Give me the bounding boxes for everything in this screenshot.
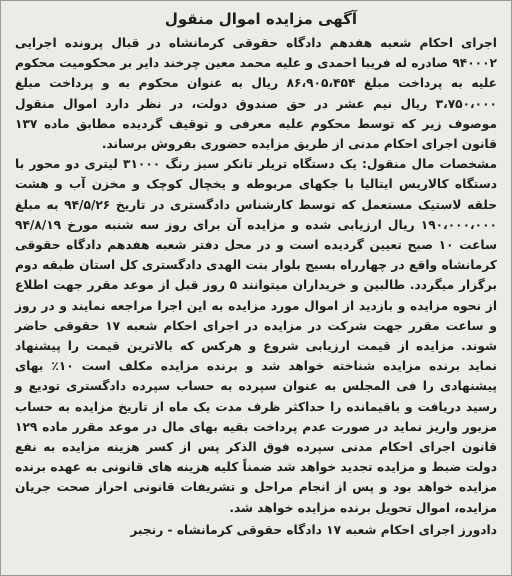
notice-paragraph-intro: اجرای احکام شعبه هفدهم دادگاه حقوقی کرمانشاه در قبال پرونده اجرایی ۹۴۰۰۰۲ صادره له فریبا احمدی و علیه محمد معین چرخند دایر بر محکومیت محکوم علیه به پرداخت مبلغ ۸۶،۹۰۵،۴۵۴ ریال به عنوان محکوم به و پرداخت مبلغ ۳،۷۵۰،۰۰۰ ریال نیم عشر در حق صندوق دولت، در نظر دارد اموال منقول موصوف زیر که توسط محکوم علیه معرفی و توقیف گردیده مطابق ماده ۱۳۷ قانون اجرای احکام مدنی از طریق مزایده حضوری بفروش برساند. (15, 36, 497, 152)
notice-title: آگهی مزایده اموال منقول (164, 10, 357, 28)
notice-signature: دادورز اجرای احکام شعبه ۱۷ دادگاه حقوقی کرمانشاه - رنجبر (130, 522, 497, 537)
notice-paragraph-details: مشخصات مال منقول: یک دستگاه تریلر تانکر سبز رنگ ۳۱۰۰۰ لیتری دو محور با دستگاه کالاریس ایتالیا با جکهای مربوطه و یخچال کوچک و مخزن آب و هشت حلقه لاستیک مستعمل که توسط کارشناس دادگستری در تاریخ ۹۴/۵/۲۶ به مبلغ ۱۹۰،۰۰۰،۰۰۰ ریال ارزیابی شده و مزایده آن برای روز سه شنبه مورخ ۹۴/۸/۱۹ ساعت ۱۰ صبح تعیین گردیده است و در محل دفتر شعبه هفدهم دادگاه حقوقی کرمانشاه واقع در چهارراه بسیج بلوار بنت الهدی دادگستری کل استان طبقه دوم برگزار میگردد. طالبین و خریداران میتوانند ۵ روز قبل از موعد مقرر جهت اطلاع از نحوه مزایده و بازدید از اموال مورد مزایده به این اجرا مراجعه نمایند و در روز و ساعت مقرر جهت شرکت در مزایده در اجرای احکام شعبه ۱۷ حقوقی حاضر شوند. مزایده از قیمت ارزیابی شروع و هرکس که بالاترین قیمت را پیشنهاد نماید برنده مزایده شناخته خواهد شد و برنده مزایده مکلف است ۱۰٪ بهای پیشنهادی را فی المجلس به عنوان سپرده به حساب سپرده دادگستری تودیع و رسید دریافت و باقیمانده را حداکثر ظرف مدت یک ماه از تاریخ مزایده به حساب مزبور واریز نماید در صورت عدم پرداخت بقیه بهای مال در موعد مقرر ماده ۱۲۹ قانون اجرای احکام مدنی سپرده فوق الذکر پس از کسر هزینه مزایده به نفع دولت ضبط و مزایده تجدید خواهد شد ضمناً کلیه هزینه های قانونی به عهده برنده مزایده خواهد بود و پس از انجام مراحل و تشریفات قانونی احراز صحت جریان مزایده، اموال تحویل برنده مزایده خواهد شد. (15, 157, 498, 515)
